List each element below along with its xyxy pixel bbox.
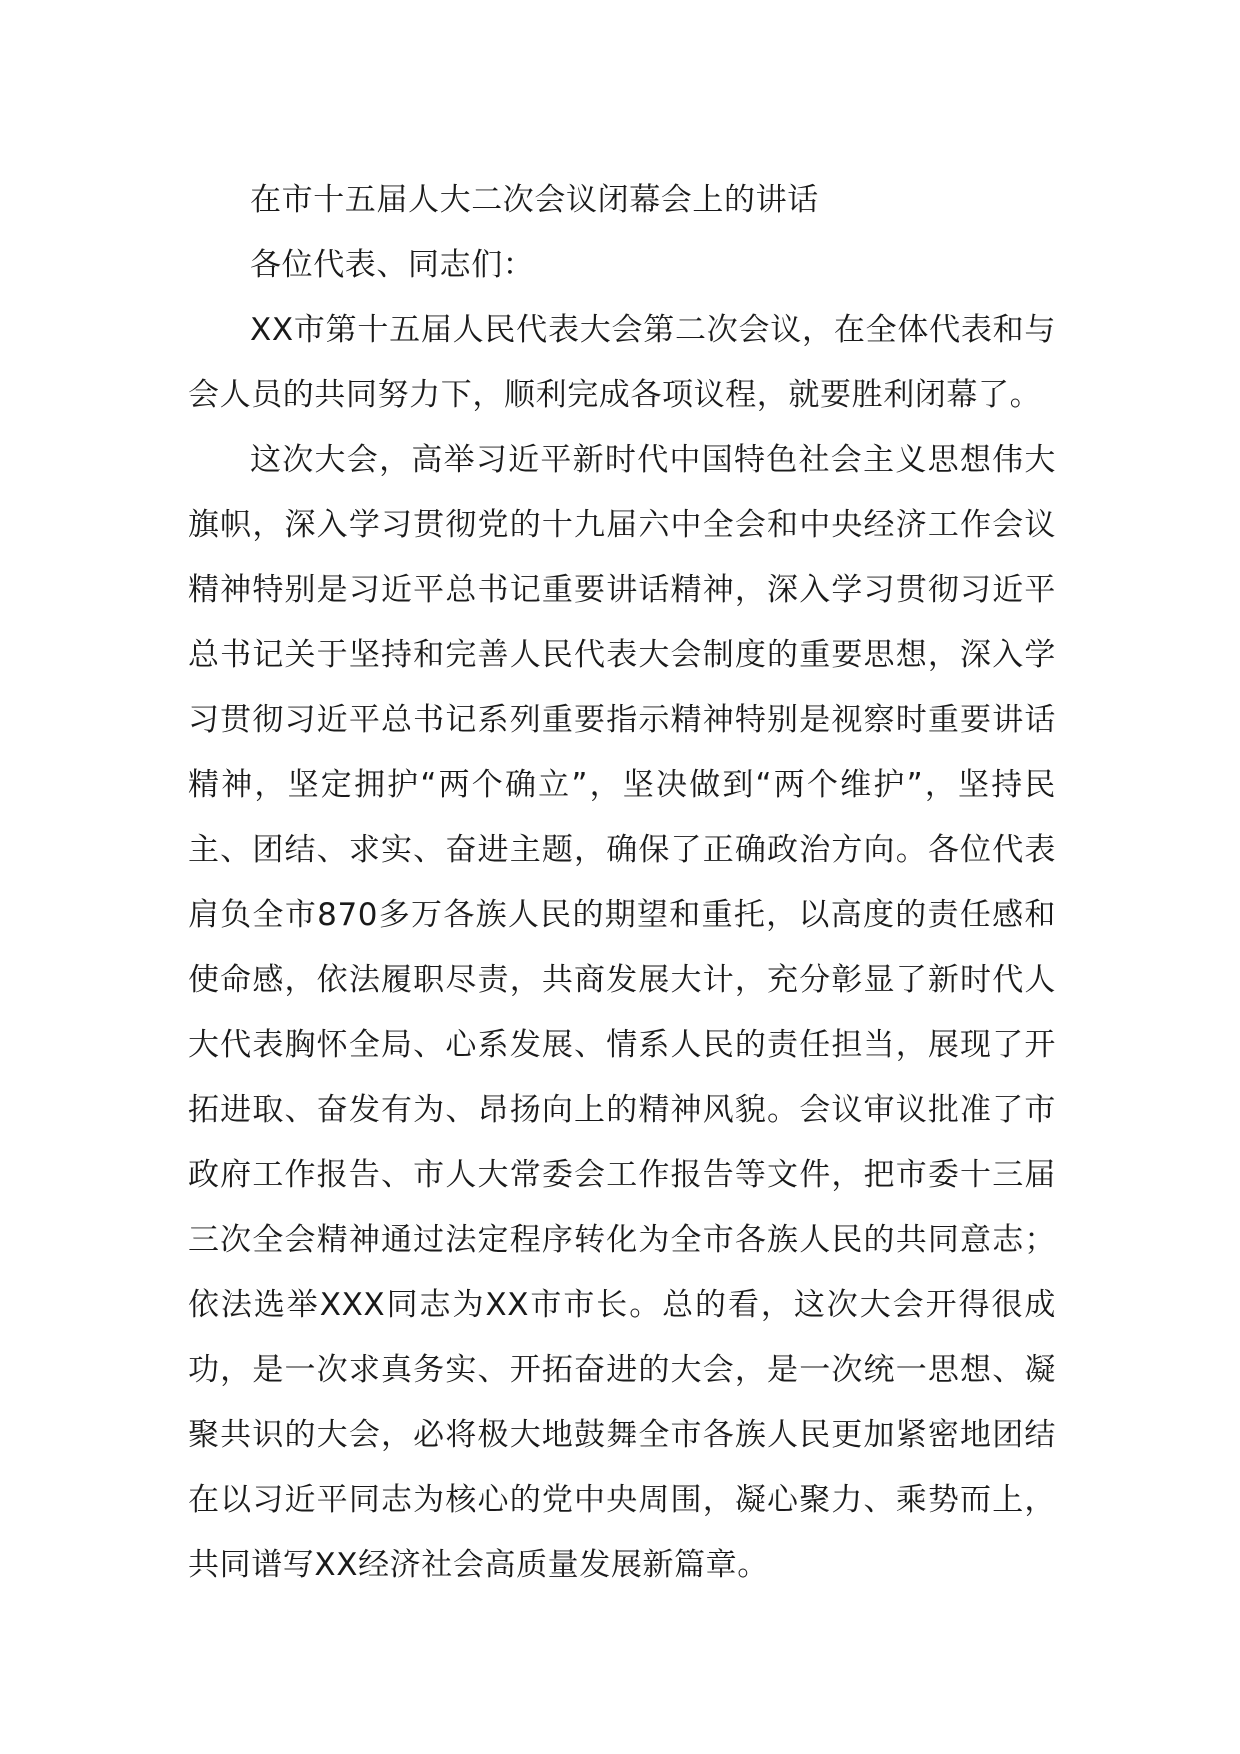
salutation: 各位代表、同志们：: [250, 247, 535, 283]
speech-title: 在市十五届人大二次会议闭幕会上的讲话: [250, 182, 819, 218]
document-body: [188, 168, 1056, 1598]
paragraph-summary: 这次大会，高举习近平新时代中国特色社会主义思想伟大旗帜，深入学习贯彻党的十九届六中全会和中央经济工作会议精神特别是习近平总书记重要讲话精神，深入学习贯彻习近平总书记关于坚持和完善人民代表大会制度的重要思想，深入学习贯彻习近平总书记系列重要指示精神特别是视察时重要讲话精神，坚定拥护“两个确立”，坚决做到“两个维护”，坚持民主、团结、求实、奋进主题，确保了正确政治方向。各位代表肩负全市870多万各族人民的期望和重托，以高度的责任感和使命感，依法履职尽责，共商发展大计，充分彰显了新时代人大代表胸怀全局、心系发展、情系人民的责任担当，展现了开拓进取、奋发有为、昂扬向上的精神风貌。会议审议批准了市政府工作报告、市人大常委会工作报告等文件，把市委十三届三次全会精神通过法定程序转化为全市各族人民的共同意志；依法选举XXX同志为XX市市长。总的看，这次大会开得很成功，是一次求真务实、开拓奋进的大会，是一次统一思想、凝聚共识的大会，必将极大地鼓舞全市各族人民更加紧密地团结在以习近平同志为核心的党中央周围，凝心聚力、乘势而上，共同谱写XX经济社会高质量发展新篇章。: [188, 442, 1056, 1583]
paragraph-opening: XX市第十五届人民代表大会第二次会议，在全体代表和与会人员的共同努力下，顺利完成各项议程，就要胜利闭幕了。: [188, 312, 1056, 413]
